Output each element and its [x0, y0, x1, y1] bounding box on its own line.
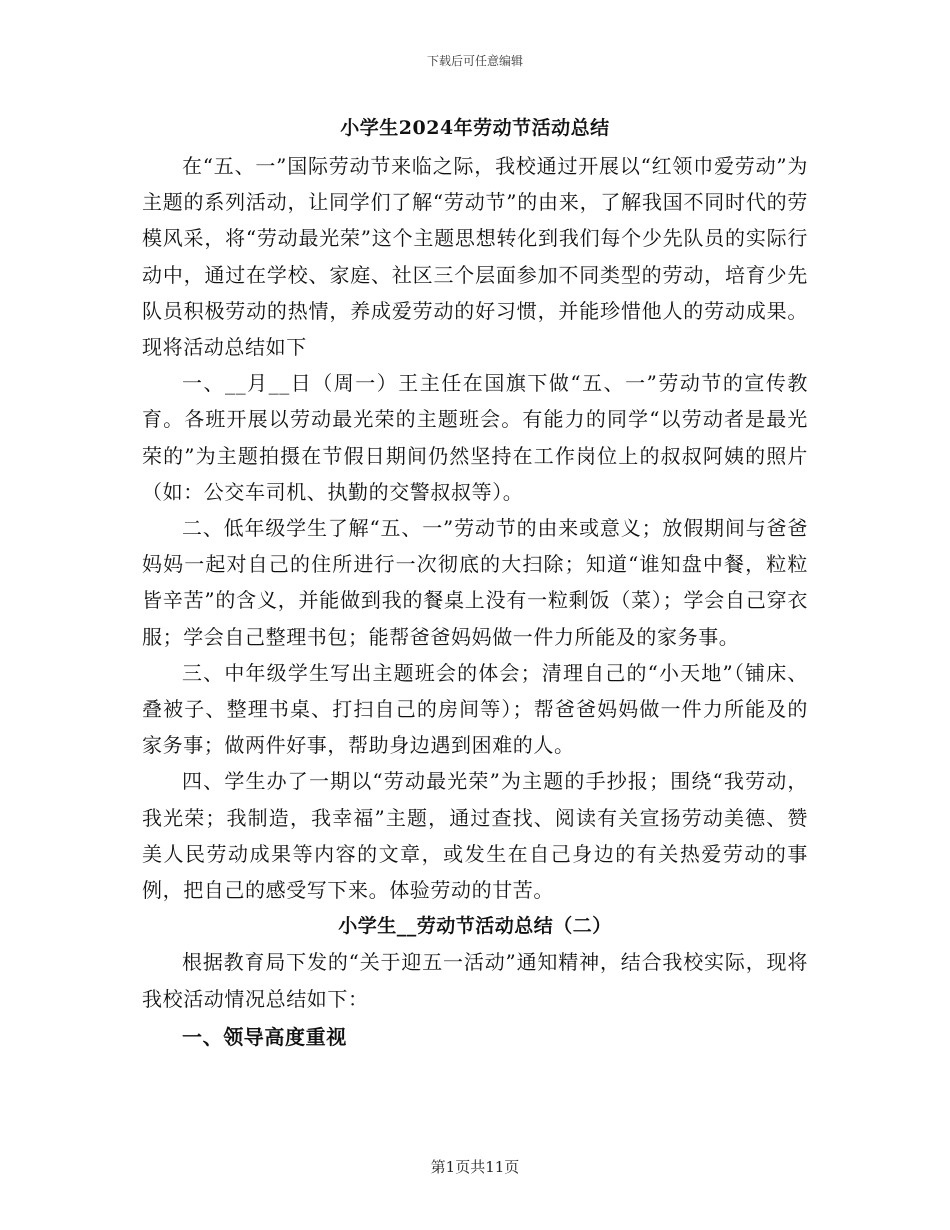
document-title: 小学生2024年劳动节活动总结 — [340, 117, 610, 139]
paragraph-item-4: 四、学生办了一期以“劳动最光荣”为主题的手抄报；围绕“我劳动，我光荣；我制造，我幸福”主题，通过查找、阅读有关宣扬劳动美德、赞美人民劳动成果等内容的文章，或发生在自己身边的有关热爱劳动的事例，把自己的感受写下来。体验劳动的甘苦。 — [142, 769, 808, 903]
intro-paragraph: 在“五、一”国际劳动节来临之际，我校通过开展以“红领巾爱劳动”为主题的系列活动，让同学们了解“劳动节”的由来，了解我国不同时代的劳模风采，将“劳动最光荣”这个主题思想转化到我们每个少先队员的实际行动中，通过在学校、家庭、社区三个层面参加不同类型的劳动，培育少先队员积极劳动的热情，养成爱劳动的好习惯，并能珍惜他人的劳动成果。现将活动总结如下 — [142, 154, 808, 360]
section-2-subheading: 一、领导高度重视 — [182, 1024, 347, 1049]
paragraph-item-1: 一、__月__日（周一）王主任在国旗下做“五、一”劳动节的宣传教育。各班开展以劳动最光荣的主题班会。有能力的同学“以劳动者是最光荣的”为主题拍摄在节假日期间仍然坚持在工作岗位上的叔叔阿姨的照片（如：公交车司机、执勤的交警叔叔等）。 — [142, 371, 808, 504]
paragraph-item-3: 三、中年级学生写出主题班会的体会；清理自己的“小天地”（铺床、叠被子、整理书桌、打扫自己的房间等）；帮爸爸妈妈做一件力所能及的家务事；做两件好事，帮助身边遇到困难的人。 — [142, 660, 808, 758]
page-header-note: 下载后可任意编辑 — [426, 54, 523, 68]
document-body — [142, 112, 808, 1057]
section-2-paragraph: 根据教育局下发的“关于迎五一活动”通知精神，结合我校实际，现将我校活动情况总结如下： — [142, 950, 808, 1011]
paragraph-item-2: 二、低年级学生了解“五、一”劳动节的由来或意义；放假期间与爸爸妈妈一起对自己的住所进行一次彻底的大扫除；知道“谁知盘中餐，粒粒皆辛苦”的含义，并能做到我的餐桌上没有一粒剩饭（菜）；学会自己穿衣服；学会自己整理书包；能帮爸爸妈妈做一件力所能及的家务事。 — [142, 516, 808, 649]
section-2-title: 小学生__劳动节活动总结（二） — [338, 915, 612, 938]
page-number: 第1页共11页 — [430, 1158, 520, 1176]
